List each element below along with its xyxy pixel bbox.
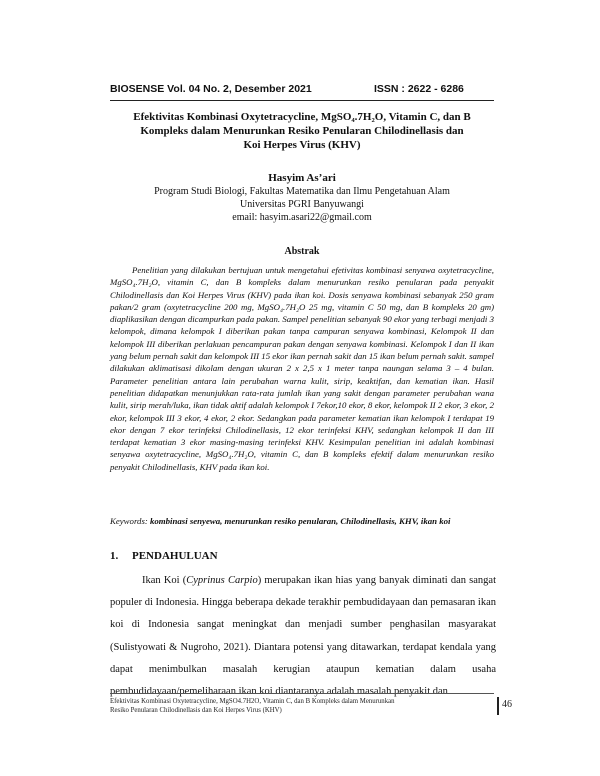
abstract-heading: Abstrak xyxy=(284,246,320,257)
author-email: email: hasyim.asari22@gmail.com xyxy=(232,212,372,223)
affiliation-program: Program Studi Biologi, Fakultas Matematika dan Ilmu Pengetahuan Alam xyxy=(154,186,450,197)
keywords-label: Keywords: xyxy=(110,516,148,526)
affiliation-university: Universitas PGRI Banyuwangi xyxy=(240,199,364,210)
abstract-text: Penelitian yang dilakukan bertujuan untuk mengetahui efetivitas kombinasi senyawa oxytetracycline, MgSO₄.7H₂O, vitamin C, dan B kompleks dalam menurunkan resiko penularan pada penyakit Chilodinellasis dan Koi Herpes Virus (KHV) pada ikan koi. Dosis senyawa kombinasi sebanyak 250 gram pakan/2 gram (oxytetracycline 200 mg, MgSO₄.7H₂O 25 mg, vitamin C 50 mg, dan B kompleks 20 gm) diaplikasikan dengan dicampurkan pada pakan. Sampel penelitian sebanyak 90 ekor yang terbagi menjadi 3 kelompok, dimana kelompok I diberikan pakan tanpa campuran senyawa kombinasi, Kelompok II dan kelompok III diberikan perlakuan pencampuran pakan dengan senyawa kombinasi. Kelompok I dan II ikan yang belum pernah sakit dan kelompok III 15 ekor ikan pernah sakit dan 15 ikan belum pernah sakit. sampel dilakukan aklimatisasi dikolam dengan ukuran 2 x 2,5 x 1 meter tanpa naungan selama 3 – 4 bulan. Parameter penelitian antara lain perubahan warna kulit, sirip, keaktifan, dan kematian ikan. Hasil penelitian didapatkan menunjukkan rata-rata jumlah ikan yang sakit dengan parameter perubahan wana kulit, sirip merah/luka, ikan tidak aktif adalah kelompok I 7ekor,10 ekor, 8 ekor, kelompok II 2 ekor, 3 ekor, 2 ekor, kelompok III 3 ekor, 4 ekor, 2 ekor. Sedangkan pada parameter kematian ikan kelompok I terdapat 19 ekor dengan 7 ekor terinfeksi Chilodinellasis, 12 ekor terinfeksi KHV, sedangkan kelompok II dan III terdapat kematian 3 ekor masing-masing terinfeksi KHV. Kesimpulan penelitian ini adalah kombinasi senyawa oxytetracycline, MgSO₄.7H₂O, vitamin C, dan B kompleks efektif dalam menurunkan resiko penyakit Chilodinellasis, KHV pada ikan koi. xyxy=(110,265,494,472)
keywords-list: kombinasi senyewa, menurunkan resiko penularan, Chilodinellasis, KHV, ikan koi xyxy=(150,516,451,526)
title-line: Koi Herpes Virus (KHV) xyxy=(243,139,361,151)
section-number: 1. xyxy=(110,550,119,562)
paragraph-text: Ikan Koi ( xyxy=(142,575,187,586)
title-line: Efektivitas Kombinasi Oxytetracycline, MgSO₄.7H₂O, Vitamin C, dan B xyxy=(133,111,471,123)
journal-name: BIOSENSE Vol. 04 No. 2, Desember 2021 xyxy=(110,83,312,95)
issn: ISSN : 2622 - 6286 xyxy=(374,83,464,95)
journal-header xyxy=(110,83,490,99)
affiliation xyxy=(110,185,494,224)
paragraph-text: ) merupakan ikan hias yang banyak diminati dan sangat populer di Indonesia. Hingga beberapa dekade terakhir pembudidayaan dan pemasaran ikan koi di Indonesia sangat meningkat dan menjadi sumber penghasilan masyarakat (Sulistyowati & Nugroho, 2021). Diantara potensi yang ditawarkan, terdapat kendala yang dapat menimbulkan masalah kerugian ataupun kematian dalam usaha pembudidayaan/pemeliharaan ikan koi diantaranya adalah masalah penyakit dan xyxy=(110,575,496,698)
footer-line: Resiko Penularan Chilodinellasis dan Koi Herpes Virus (KHV) xyxy=(110,707,282,714)
section-heading xyxy=(110,550,494,562)
page-number: 46 xyxy=(502,699,512,710)
species-name: Cyprinus Carpio xyxy=(186,575,258,586)
intro-paragraph xyxy=(110,570,496,703)
page-number-divider xyxy=(497,697,499,715)
running-footer xyxy=(110,697,482,715)
footer-line: Efektivitas Kombinasi Oxytetracycline, MgSO4.7H2O, Vitamin C, dan B Kompleks dalam Menurunkan xyxy=(110,698,395,705)
article-title xyxy=(110,110,494,152)
footer-rule xyxy=(110,693,494,694)
title-line: Kompleks dalam Menurunkan Resiko Penularan Chilodinellasis dan xyxy=(140,125,464,137)
section-title: PENDAHULUAN xyxy=(132,550,218,562)
author-name: Hasyim As’ari xyxy=(268,172,336,184)
keywords xyxy=(110,515,494,528)
header-rule xyxy=(110,100,494,101)
